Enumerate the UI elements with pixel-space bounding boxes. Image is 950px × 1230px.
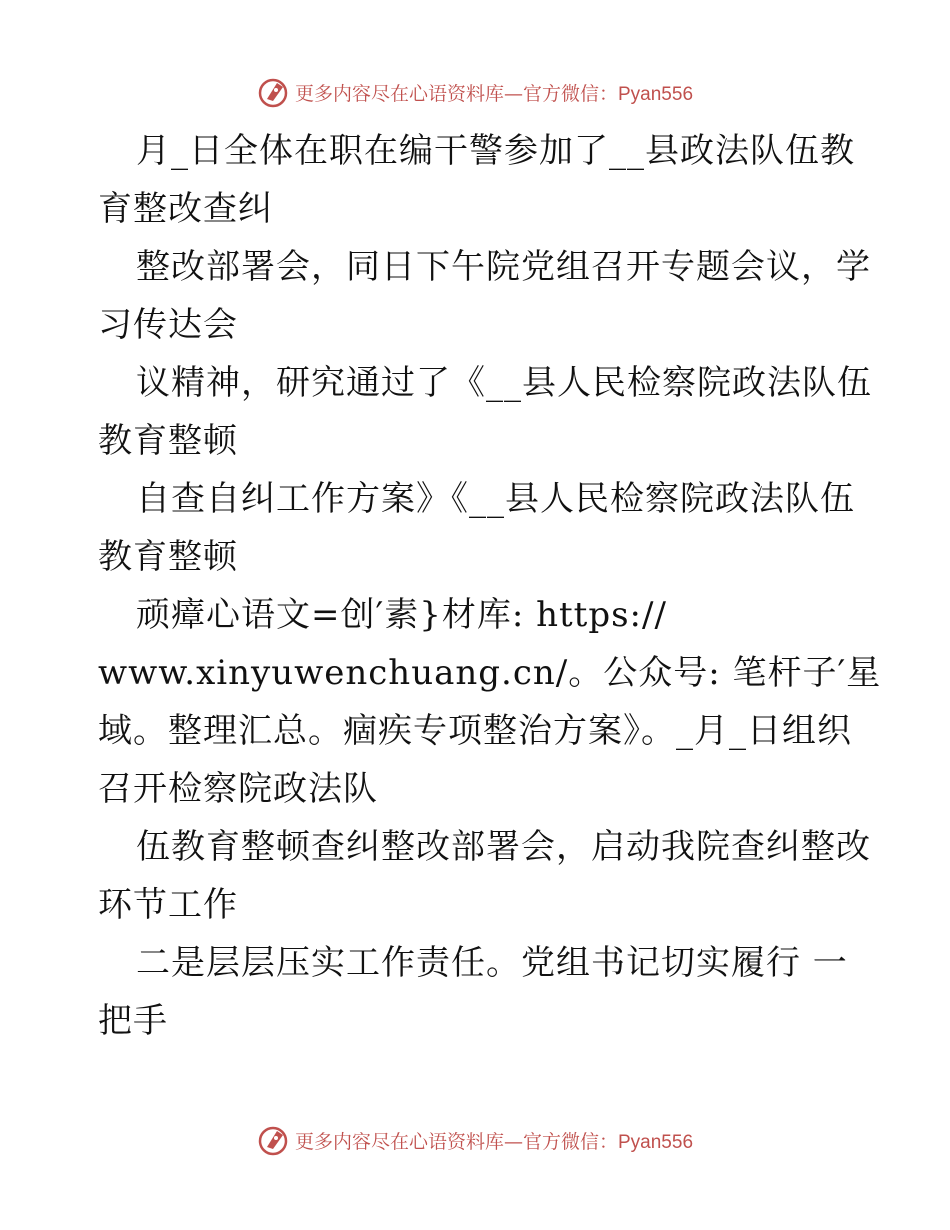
body-line: 顽瘴心语文=创′素}材库: https:// bbox=[136, 595, 667, 635]
body-line: 育整改查纠 bbox=[98, 189, 273, 229]
body-line: 教育整顿 bbox=[98, 537, 238, 577]
body-line: 习传达会 bbox=[98, 305, 238, 345]
document-body bbox=[98, 122, 882, 1050]
footer-banner-text: 更多内容尽在心语资料库—官方微信：Pyan556 bbox=[294, 1130, 694, 1153]
header-banner-text: 更多内容尽在心语资料库—官方微信：Pyan556 bbox=[294, 82, 694, 105]
footer-banner bbox=[0, 1120, 950, 1160]
body-line: 二是层层压实工作责任。党组书记切实履行 一 bbox=[136, 943, 848, 983]
body-line: 召开检察院政法队 bbox=[98, 769, 378, 809]
pen-nib-logo-icon bbox=[257, 75, 291, 109]
body-line: 环节工作 bbox=[98, 885, 238, 925]
body-line: 把手 bbox=[98, 1001, 168, 1041]
body-line: 月_日全体在职在编干警参加了__县政法队伍教 bbox=[136, 131, 855, 171]
body-line: 域。整理汇总。痼疾专项整治方案》。_月_日组织 bbox=[98, 711, 852, 751]
pen-nib-logo-icon bbox=[257, 1123, 291, 1157]
body-line: 自查自纠工作方案》《__县人民检察院政法队伍 bbox=[136, 479, 855, 519]
header-banner bbox=[0, 72, 950, 112]
body-line: 整改部署会，同日下午院党组召开专题会议，学 bbox=[136, 247, 871, 287]
body-line: www.xinyuwenchuang.cn/。公众号: 笔杆子′星 bbox=[98, 653, 882, 693]
header-wechat-id: Pyan556 bbox=[618, 83, 694, 105]
body-line: 议精神，研究通过了《__县人民检察院政法队伍 bbox=[136, 363, 872, 403]
footer-wechat-id: Pyan556 bbox=[618, 1131, 694, 1153]
body-line: 教育整顿 bbox=[98, 421, 238, 461]
body-line: 伍教育整顿查纠整改部署会，启动我院查纠整改 bbox=[136, 827, 871, 867]
